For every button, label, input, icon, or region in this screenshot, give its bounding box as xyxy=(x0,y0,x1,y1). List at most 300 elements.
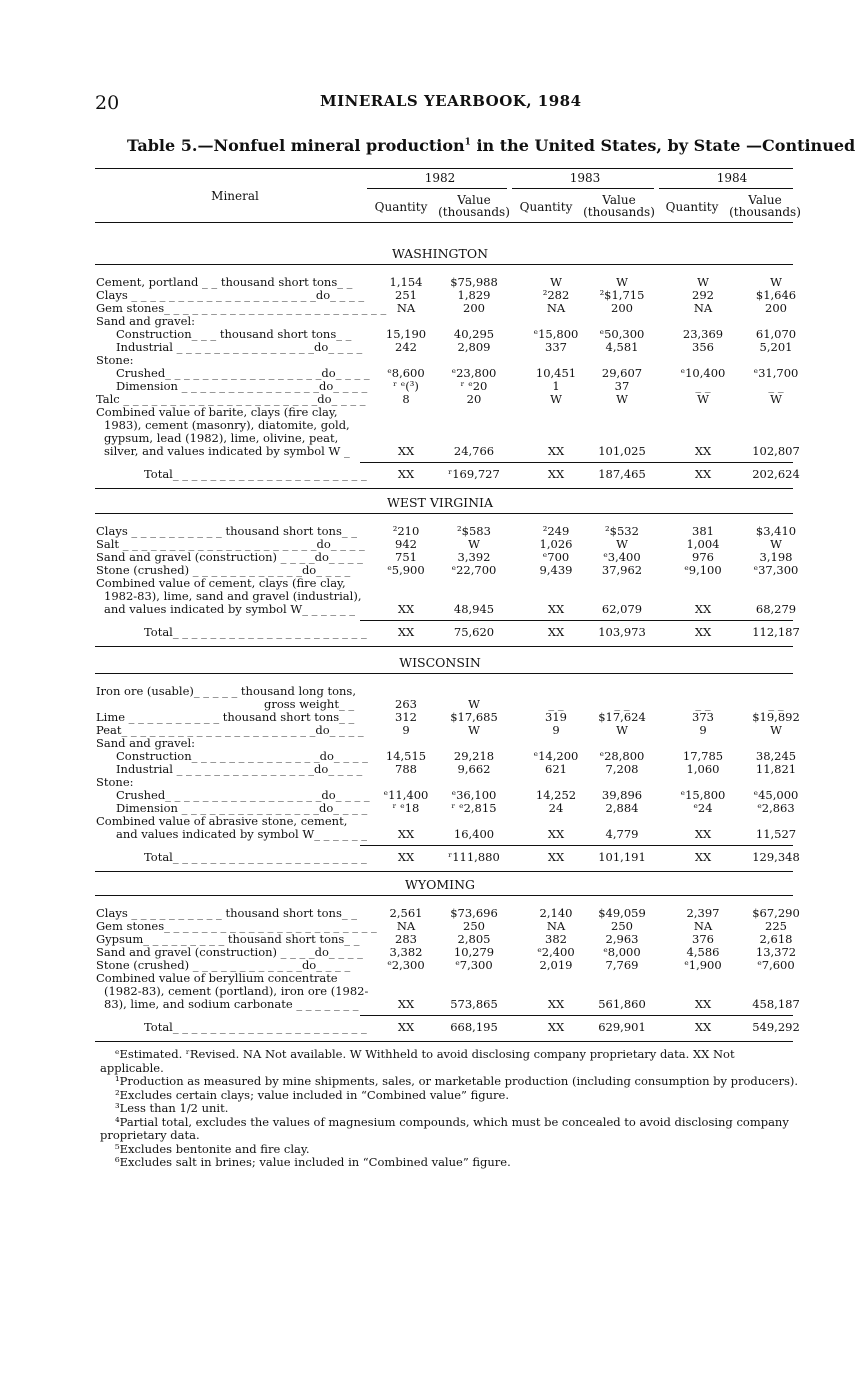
total-cell: 202,624 xyxy=(752,467,800,481)
table-cell: 200 xyxy=(765,301,787,315)
table-cell: 2,561 xyxy=(389,906,423,920)
table-cell: 250 xyxy=(611,919,633,933)
total-cell: XX xyxy=(547,850,565,864)
table-cell: ᵉ45,000 xyxy=(753,788,799,802)
table-cell: 2,963 xyxy=(605,932,639,946)
value-unit: (thousands) xyxy=(438,205,510,219)
table-cell: XX xyxy=(547,602,565,616)
total-label: Total_ _ _ _ _ _ _ _ _ _ _ _ _ _ _ _ _ _ _ _ _ xyxy=(144,850,367,864)
table-cell: 11,821 xyxy=(755,762,797,776)
value-label: Value xyxy=(602,193,636,207)
table-cell: 24,766 xyxy=(453,444,495,458)
table-cell: ᵉ50,300 xyxy=(599,327,645,341)
total-cell: 629,901 xyxy=(598,1020,646,1034)
table-cell: 62,079 xyxy=(601,602,643,616)
total-cell: XX xyxy=(694,850,712,864)
table-cell: $1,646 xyxy=(755,288,797,302)
total-rule xyxy=(360,462,793,463)
table-cell: NA xyxy=(396,301,416,315)
total-rule xyxy=(360,845,793,846)
table-cell: 2,805 xyxy=(457,932,491,946)
total-cell: 103,973 xyxy=(598,625,646,639)
table-cell: 1 xyxy=(552,379,560,393)
table-cell: XX xyxy=(397,444,415,458)
table-cell: 40,295 xyxy=(453,327,495,341)
table-cell: 621 xyxy=(545,762,567,776)
footnote: ¹Production as measured by mine shipments, sales, or marketable production (including consumption by producers). xyxy=(115,1074,798,1088)
row-label: Clays _ _ _ _ _ _ _ _ _ _ thousand short tons_ _ xyxy=(96,906,357,920)
footnote: ⁴Partial total, excludes the values of magnesium compounds, which must be concealed to avoid disclosing company proprietary data. xyxy=(100,1114,789,1142)
row-label: Salt _ _ _ _ _ _ _ _ _ _ _ _ _ _ _ _ _ _ _ _ _do_ _ _ _ xyxy=(96,537,365,551)
section-bottom-rule xyxy=(95,871,793,872)
section-title-west-virginia: WEST VIRGINIA xyxy=(386,495,494,510)
table-cell: ᵉ3,400 xyxy=(603,550,641,564)
value-label: Value xyxy=(748,193,782,207)
table-cell: 942 xyxy=(395,537,417,551)
table-cell: 11,527 xyxy=(755,827,797,841)
table-cell: 337 xyxy=(545,340,567,354)
total-cell: 668,195 xyxy=(450,1020,498,1034)
row-label: Combined value of beryllium concentrate xyxy=(96,971,338,985)
table-cell: 1,026 xyxy=(539,537,573,551)
table-cell: 102,807 xyxy=(752,444,800,458)
header-value-1982 xyxy=(436,194,512,218)
table-cell: XX xyxy=(547,444,565,458)
row-label: Sand and gravel: xyxy=(96,736,196,750)
footnotes xyxy=(100,1048,800,1170)
table-cell: 312 xyxy=(395,710,417,724)
row-label: Construction_ _ _ _ _ _ _ _ _ _ _ _ _ _do_ _ _ _ xyxy=(116,749,368,763)
table-row xyxy=(96,763,800,776)
table-cell: ᵉ36,100 xyxy=(451,788,497,802)
table-cell: 13,372 xyxy=(755,945,797,959)
table-cell: 4,586 xyxy=(686,945,720,959)
table-cell: $67,290 xyxy=(752,906,800,920)
table-cell: 263 xyxy=(395,697,417,711)
table-cell: NA xyxy=(546,301,566,315)
table-cell: 788 xyxy=(395,762,417,776)
table-title-main: Table 5.—Nonfuel mineral production xyxy=(127,136,465,155)
row-label: Stone: xyxy=(96,775,134,789)
table-cell: _ _ xyxy=(768,379,784,393)
table-cell: ᵉ24 xyxy=(693,801,713,815)
table-cell: 101,025 xyxy=(598,444,646,458)
total-cell: XX xyxy=(397,625,415,639)
table-cell: 37 xyxy=(614,379,630,393)
page-number: 20 xyxy=(95,92,120,114)
table-cell: $19,892 xyxy=(752,710,800,724)
table-cell: ᵉ5,900 xyxy=(387,563,425,577)
row-label: gypsum, lead (1982), lime, olivine, peat, xyxy=(104,431,339,445)
table-cell: 3,382 xyxy=(389,945,423,959)
table-cell: 16,400 xyxy=(453,827,495,841)
table-cell: ᵉ11,400 xyxy=(383,788,429,802)
row-label: (1982-83), cement (portland), iron ore (1982- xyxy=(104,984,369,998)
table-cell: $17,685 xyxy=(450,710,498,724)
table-cell: 10,451 xyxy=(535,366,577,380)
table-cell: W xyxy=(468,537,480,551)
table-cell: _ _ xyxy=(768,697,784,711)
table-cell: 200 xyxy=(463,301,485,315)
row-label: Cement, portland _ _ thousand short tons_ _ xyxy=(96,275,353,289)
table-cell: ʳ ᵉ18 xyxy=(392,801,420,815)
table-cell: ᵉ2,863 xyxy=(757,801,795,815)
table-cell: 38,245 xyxy=(755,749,797,763)
table-cell: $49,059 xyxy=(598,906,646,920)
table-cell: 10,279 xyxy=(453,945,495,959)
table-cell: $73,696 xyxy=(450,906,498,920)
section-title-wisconsin: WISCONSIN xyxy=(399,655,481,670)
table-cell: ᵉ2,300 xyxy=(387,958,425,972)
section-rule xyxy=(95,264,793,265)
total-row xyxy=(96,851,800,864)
row-label: Clays _ _ _ _ _ _ _ _ _ _ thousand short tons_ _ xyxy=(96,524,357,538)
value-unit: (thousands) xyxy=(729,205,801,219)
section-bottom-rule xyxy=(95,488,793,489)
row-label: Gem stones_ _ _ _ _ _ _ _ _ _ _ _ _ _ _ _ _ _ _ _ _ _ _ _ xyxy=(96,301,387,315)
table-cell: 2,809 xyxy=(457,340,491,354)
total-cell: XX xyxy=(397,467,415,481)
total-cell: 112,187 xyxy=(752,625,800,639)
table-row xyxy=(96,603,800,616)
year-rule-1983 xyxy=(512,188,654,189)
table-cell: XX xyxy=(397,602,415,616)
table-cell: 15,190 xyxy=(385,327,427,341)
table-cell: ᵉ31,700 xyxy=(753,366,799,380)
table-cell: 2,884 xyxy=(605,801,639,815)
table-cell: XX xyxy=(547,827,565,841)
table-cell: ʳ ᵉ20 xyxy=(460,379,488,393)
table-cell: 5,201 xyxy=(759,340,793,354)
row-label: Construction_ _ _ thousand short tons_ _ xyxy=(116,327,352,341)
total-cell: ʳ111,880 xyxy=(448,850,500,864)
total-cell: 129,348 xyxy=(752,850,800,864)
row-label: Talc _ _ _ _ _ _ _ _ _ _ _ _ _ _ _ _ _ _ _ _ _do_ _ _ _ xyxy=(96,392,366,406)
table-cell: 976 xyxy=(692,550,714,564)
total-rule xyxy=(360,620,793,621)
total-cell: XX xyxy=(547,467,565,481)
header-value-1983 xyxy=(580,194,658,218)
table-cell: 8 xyxy=(402,392,410,406)
table-row xyxy=(96,998,800,1011)
header-bottom-rule xyxy=(95,222,793,223)
table-cell: 382 xyxy=(545,932,567,946)
row-label: Industrial _ _ _ _ _ _ _ _ _ _ _ _ _ _ _do_ _ _ _ xyxy=(116,340,363,354)
table-cell: 24 xyxy=(548,801,564,815)
table-cell: W xyxy=(468,723,480,737)
table-cell: 2,019 xyxy=(539,958,573,972)
section-rule xyxy=(95,513,793,514)
table-cell: 225 xyxy=(765,919,787,933)
table-cell: W xyxy=(616,275,628,289)
table-cell: W xyxy=(770,537,782,551)
row-label: Gem stones_ _ _ _ _ _ _ _ _ _ _ _ _ _ _ _ _ _ _ _ _ _ _ xyxy=(96,919,377,933)
total-cell: XX xyxy=(694,625,712,639)
footnote: ⁶Excludes salt in brines; value included in “Combined value” figure. xyxy=(115,1155,511,1169)
row-label: Clays _ _ _ _ _ _ _ _ _ _ _ _ _ _ _ _ _ _ _ _do_ _ _ _ xyxy=(96,288,365,302)
row-label: Combined value of abrasive stone, cement, xyxy=(96,814,348,828)
table-cell: ²$1,715 xyxy=(599,288,645,302)
table-cell: 68,279 xyxy=(755,602,797,616)
row-label: Sand and gravel: xyxy=(96,314,196,328)
table-cell: ᵉ9,100 xyxy=(684,563,722,577)
total-cell: XX xyxy=(397,850,415,864)
table-cell: 4,779 xyxy=(605,827,639,841)
table-cell: ᵉ7,300 xyxy=(455,958,493,972)
table-cell: XX xyxy=(694,444,712,458)
table-cell: 29,218 xyxy=(453,749,495,763)
total-cell: ʳ169,727 xyxy=(448,467,500,481)
table-cell: 2,618 xyxy=(759,932,793,946)
table-cell: ʳ ᵉ(³) xyxy=(393,379,419,393)
total-row xyxy=(96,626,800,639)
table-cell: W xyxy=(770,275,782,289)
table-cell: ᵉ7,600 xyxy=(757,958,795,972)
table-cell: _ _ xyxy=(614,697,630,711)
table-cell: 242 xyxy=(395,340,417,354)
table-cell: W xyxy=(770,392,782,406)
table-cell: 9,439 xyxy=(539,563,573,577)
table-cell: 283 xyxy=(395,932,417,946)
table-title-footnote-ref: 1 xyxy=(464,137,471,148)
table-cell: W xyxy=(550,275,562,289)
footnote: ⁵Excludes bentonite and fire clay. xyxy=(115,1141,310,1156)
table-cell: _ _ xyxy=(695,697,711,711)
total-cell: XX xyxy=(547,625,565,639)
row-label: gross weight_ _ xyxy=(264,697,355,711)
table-row xyxy=(96,445,800,458)
table-cell: NA xyxy=(396,919,416,933)
table-cell: ²282 xyxy=(542,288,570,302)
table-cell: ᵉ700 xyxy=(542,550,570,564)
header-quantity-1983: Quantity xyxy=(519,200,573,214)
table-cell: 381 xyxy=(692,524,714,538)
table-row xyxy=(96,685,800,698)
table-cell: ᵉ8,600 xyxy=(387,366,425,380)
row-label: 1982-83), lime, sand and gravel (industrial), xyxy=(104,589,362,603)
table-title-rest: in the United States, by State —Continued xyxy=(470,136,856,155)
table-cell: 200 xyxy=(611,301,633,315)
table-cell: 14,252 xyxy=(535,788,577,802)
total-label: Total_ _ _ _ _ _ _ _ _ _ _ _ _ _ _ _ _ _ _ _ _ xyxy=(144,625,367,639)
table-cell: 1,004 xyxy=(686,537,720,551)
row-label: Dimension _ _ _ _ _ _ _ _ _ _ _ _ _ _ _do_ _ _ _ xyxy=(116,379,368,393)
row-label: 1983), cement (masonry), diatomite, gold, xyxy=(104,418,350,432)
row-label: silver, and values indicated by symbol W _ xyxy=(104,444,350,458)
header-year-1983: 1983 xyxy=(569,171,601,185)
table-cell: 251 xyxy=(395,288,417,302)
table-cell: 3,198 xyxy=(759,550,793,564)
section-title-washington: WASHINGTON xyxy=(391,246,489,261)
table-cell: ᵉ23,800 xyxy=(451,366,497,380)
row-label: Industrial _ _ _ _ _ _ _ _ _ _ _ _ _ _ _do_ _ _ _ xyxy=(116,762,363,776)
total-cell: XX xyxy=(694,467,712,481)
table-cell: 23,369 xyxy=(682,327,724,341)
total-cell: XX xyxy=(397,1020,415,1034)
header-mineral: Mineral xyxy=(211,189,259,203)
table-row xyxy=(96,302,800,315)
row-label: and values indicated by symbol W_ _ _ _ _ _ xyxy=(104,602,355,616)
total-cell: 549,292 xyxy=(752,1020,800,1034)
table-cell: W xyxy=(616,392,628,406)
total-cell: XX xyxy=(694,1020,712,1034)
table-cell: ᵉ28,800 xyxy=(599,749,645,763)
table-cell: 7,769 xyxy=(605,958,639,972)
table-cell: 561,860 xyxy=(598,997,646,1011)
table-cell: XX xyxy=(397,997,415,1011)
footnote: ᵉEstimated. ʳRevised. NA Not available. W Withheld to avoid disclosing company proprietary data. XX Not applicable. xyxy=(100,1047,735,1075)
table-cell: W xyxy=(616,723,628,737)
table-cell: XX xyxy=(694,827,712,841)
table-cell: 376 xyxy=(692,932,714,946)
table-cell: $17,624 xyxy=(598,710,646,724)
table-cell: XX xyxy=(547,997,565,1011)
table-cell: W xyxy=(697,392,709,406)
table-cell: ᵉ2,400 xyxy=(537,945,575,959)
table-cell: XX xyxy=(694,997,712,1011)
total-cell: 101,191 xyxy=(598,850,646,864)
table-cell: 7,208 xyxy=(605,762,639,776)
table-cell: 319 xyxy=(545,710,567,724)
header-quantity-1984: Quantity xyxy=(665,200,719,214)
table-cell: 2,397 xyxy=(686,906,720,920)
row-label: Combined value of cement, clays (fire clay, xyxy=(96,576,346,590)
table-cell: ᵉ8,000 xyxy=(603,945,641,959)
table-cell: 1,154 xyxy=(389,275,423,289)
table-cell: 29,607 xyxy=(601,366,643,380)
table-cell: 292 xyxy=(692,288,714,302)
table-cell: _ _ xyxy=(695,379,711,393)
table-cell: 37,962 xyxy=(601,563,643,577)
table-top-rule xyxy=(95,168,793,169)
row-label: 83), lime, and sodium carbonate _ _ _ _ _ _ _ xyxy=(104,997,359,1011)
table-cell: ᵉ22,700 xyxy=(451,563,497,577)
row-label: Sand and gravel (construction) _ _ _ _do_ _ _ _ xyxy=(96,945,363,959)
row-label: Sand and gravel (construction) _ _ _ _do_ _ _ _ xyxy=(96,550,363,564)
row-label: Gypsum_ _ _ _ _ _ _ _ _ thousand short tons_ _ xyxy=(96,932,360,946)
table-cell: ᵉ10,400 xyxy=(680,366,726,380)
table-cell: 9,662 xyxy=(457,762,491,776)
table-cell: ²$532 xyxy=(605,524,639,538)
table-cell: NA xyxy=(693,301,713,315)
table-cell: W xyxy=(616,537,628,551)
table-cell: ᵉ15,800 xyxy=(533,327,579,341)
header-year-1982: 1982 xyxy=(424,171,456,185)
table-cell: 4,581 xyxy=(605,340,639,354)
table-cell: 20 xyxy=(466,392,482,406)
table-cell: ʳ ᵉ2,815 xyxy=(451,801,497,815)
table-cell: 1,829 xyxy=(457,288,491,302)
row-label: Stone: xyxy=(96,353,134,367)
total-label: Total_ _ _ _ _ _ _ _ _ _ _ _ _ _ _ _ _ _ _ _ _ xyxy=(144,1020,367,1034)
table-row xyxy=(96,724,800,737)
table-cell: NA xyxy=(546,919,566,933)
table-cell: ²$583 xyxy=(457,524,491,538)
table-cell: 48,945 xyxy=(453,602,495,616)
table-cell: W xyxy=(697,275,709,289)
table-cell: ²249 xyxy=(542,524,570,538)
table-cell: 356 xyxy=(692,340,714,354)
row-label: Iron ore (usable)_ _ _ _ _ thousand long tons, xyxy=(96,684,356,698)
section-rule xyxy=(95,895,793,896)
total-label: Total_ _ _ _ _ _ _ _ _ _ _ _ _ _ _ _ _ _ _ _ _ xyxy=(144,467,367,481)
total-cell: 187,465 xyxy=(598,467,646,481)
table-cell: $3,410 xyxy=(755,524,797,538)
table-cell: ᵉ37,300 xyxy=(753,563,799,577)
table-title xyxy=(127,136,855,155)
table-cell: W xyxy=(550,392,562,406)
total-cell: 75,620 xyxy=(453,625,495,639)
row-label: and values indicated by symbol W_ _ _ _ _ _ xyxy=(116,827,367,841)
row-label: Stone (crushed) _ _ _ _ _ _ _ _ _ _ _ _do_ _ _ _ xyxy=(96,958,351,972)
table-cell: 39,896 xyxy=(601,788,643,802)
total-row xyxy=(96,1021,800,1034)
footnote: ²Excludes certain clays; value included in “Combined value” figure. xyxy=(115,1087,509,1102)
table-cell: XX xyxy=(694,602,712,616)
running-title: MINERALS YEARBOOK, 1984 xyxy=(320,92,582,110)
row-label: Combined value of barite, clays (fire clay, xyxy=(96,405,338,419)
table-cell: 61,070 xyxy=(755,327,797,341)
section-title-wyoming: WYOMING xyxy=(404,877,475,892)
table-cell: W xyxy=(770,723,782,737)
table-cell: ᵉ14,200 xyxy=(533,749,579,763)
header-year-1984: 1984 xyxy=(716,171,748,185)
table-cell: _ _ xyxy=(548,697,564,711)
table-cell: ²210 xyxy=(392,524,420,538)
table-row xyxy=(96,828,800,841)
table-cell: ᵉ1,900 xyxy=(684,958,722,972)
table-cell: 1,060 xyxy=(686,762,720,776)
table-cell: 573,865 xyxy=(450,997,498,1011)
row-label: Dimension _ _ _ _ _ _ _ _ _ _ _ _ _ _ _do_ _ _ _ xyxy=(116,801,368,815)
total-row xyxy=(96,468,800,481)
row-label: Crushed_ _ _ _ _ _ _ _ _ _ _ _ _ _ _ _ _do_ _ _ _ xyxy=(116,366,370,380)
table-cell: 14,515 xyxy=(385,749,427,763)
table-row xyxy=(96,341,800,354)
footnote: ³Less than 1/2 unit. xyxy=(115,1101,229,1115)
table-cell: 250 xyxy=(463,919,485,933)
row-label: Peat_ _ _ _ _ _ _ _ _ _ _ _ _ _ _ _ _ _ _ _ _do_ _ _ _ xyxy=(96,723,364,737)
table-cell: 9 xyxy=(402,723,410,737)
table-cell: 2,140 xyxy=(539,906,573,920)
table-cell: ᵉ15,800 xyxy=(680,788,726,802)
table-cell: $75,988 xyxy=(450,275,498,289)
table-cell: 17,785 xyxy=(682,749,724,763)
row-label: Crushed_ _ _ _ _ _ _ _ _ _ _ _ _ _ _ _ _do_ _ _ _ xyxy=(116,788,370,802)
section-bottom-rule xyxy=(95,646,793,647)
total-rule xyxy=(360,1015,793,1016)
value-label: Value xyxy=(457,193,491,207)
table-cell: NA xyxy=(693,919,713,933)
table-cell: 458,187 xyxy=(752,997,800,1011)
table-cell: XX xyxy=(397,827,415,841)
section-bottom-rule xyxy=(95,1041,793,1042)
section-rule xyxy=(95,673,793,674)
table-cell: 3,392 xyxy=(457,550,491,564)
value-unit: (thousands) xyxy=(583,205,655,219)
row-label: Lime _ _ _ _ _ _ _ _ _ _ thousand short tons_ _ xyxy=(96,710,355,724)
year-rule-1984 xyxy=(659,188,793,189)
header-value-1984 xyxy=(728,194,802,218)
table-cell: 9 xyxy=(699,723,707,737)
total-cell: XX xyxy=(547,1020,565,1034)
table-cell: 751 xyxy=(395,550,417,564)
table-cell: 373 xyxy=(692,710,714,724)
header-quantity-1982: Quantity xyxy=(374,200,428,214)
table-cell: 9 xyxy=(552,723,560,737)
year-rule-1982 xyxy=(367,188,507,189)
row-label: Stone (crushed) _ _ _ _ _ _ _ _ _ _ _ _do_ _ _ _ xyxy=(96,563,351,577)
